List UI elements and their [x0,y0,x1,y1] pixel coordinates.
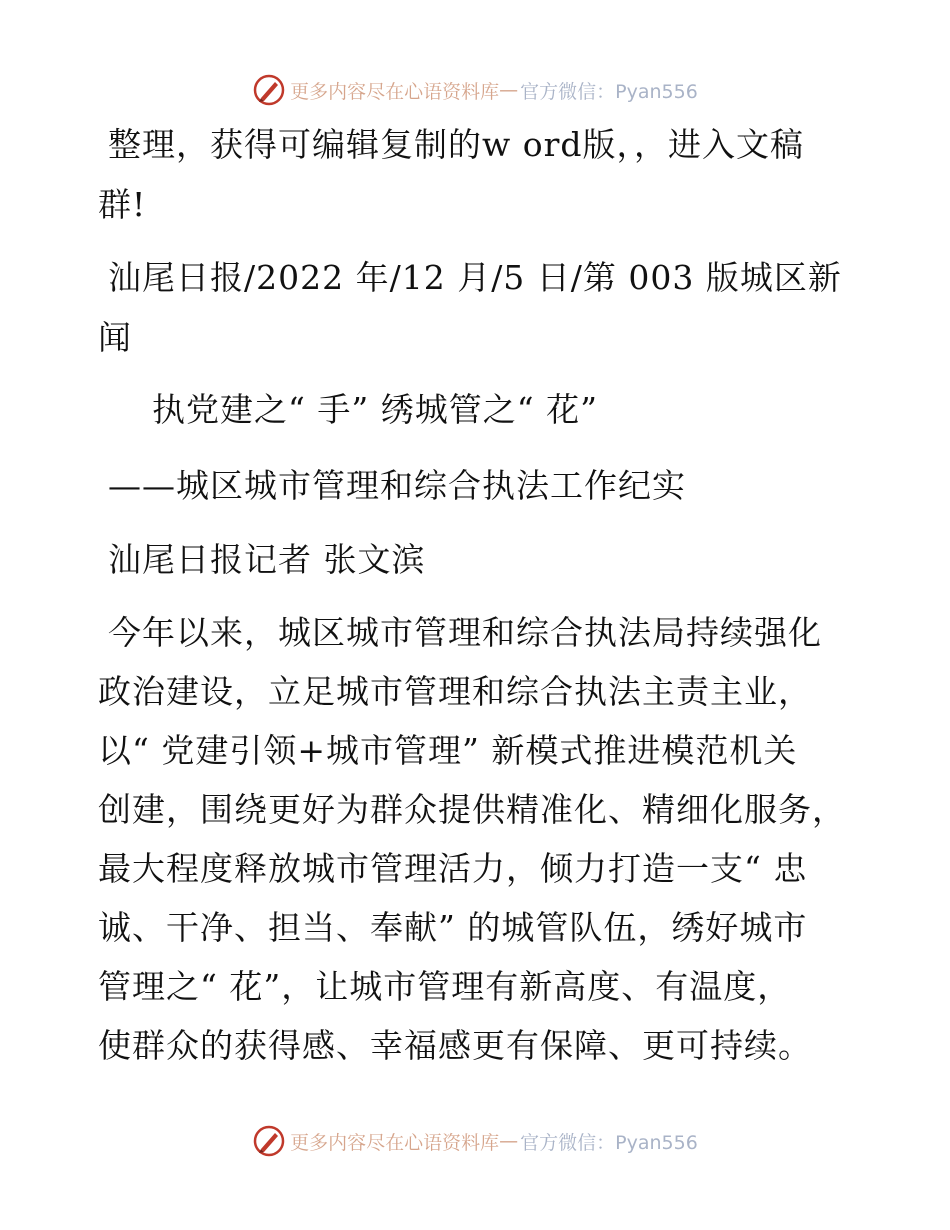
watermark-footer [0,1121,950,1161]
source-line-2: 闻 [98,318,132,357]
body-line-2: 政治建设，立足城市管理和综合执法主责主业， [98,672,812,711]
watermark-dash: — [499,79,519,101]
watermark-header [0,70,950,110]
watermark-brand: 官方微信：Pyan556 [520,80,698,103]
watermark-text: 更多内容尽在心语资料库 [290,80,500,103]
article-title: 执党建之“ 手” 绣城管之“ 花” [152,390,598,429]
watermark-brand: 官方微信：Pyan556 [520,1131,698,1154]
body-line-8: 使群众的获得感、幸福感更有保障、更可持续。 [98,1026,812,1065]
pen-logo-icon [252,73,286,107]
watermark-text: 更多内容尽在心语资料库 [290,1131,500,1154]
body-line-7: 管理之“ 花”，让城市管理有新高度、有温度， [98,967,792,1006]
body-line-5: 最大程度释放城市管理活力，倾力打造一支“ 忠 [98,849,808,888]
article-subtitle: ——城区城市管理和综合执法工作纪实 [108,466,686,505]
watermark-dash: — [499,1130,519,1152]
pen-logo-icon [252,1124,286,1158]
body-line-4: 创建，围绕更好为群众提供精准化、精细化服务， [98,790,846,829]
intro-line-1: 整理，获得可编辑复制的w ord版，，进入文稿 [108,125,805,164]
article-byline: 汕尾日报记者 张文滨 [108,540,426,579]
intro-line-2: 群! [98,185,147,224]
body-line-6: 诚、干净、担当、奉献” 的城管队伍，绣好城市 [98,908,808,947]
source-line-1: 汕尾日报/2022 年/12 月/5 日/第 003 版城区新 [108,258,842,297]
body-line-1: 今年以来，城区城市管理和综合执法局持续强化 [108,613,822,652]
body-line-3: 以“ 党建引领+城市管理” 新模式推进模范机关 [98,731,798,770]
